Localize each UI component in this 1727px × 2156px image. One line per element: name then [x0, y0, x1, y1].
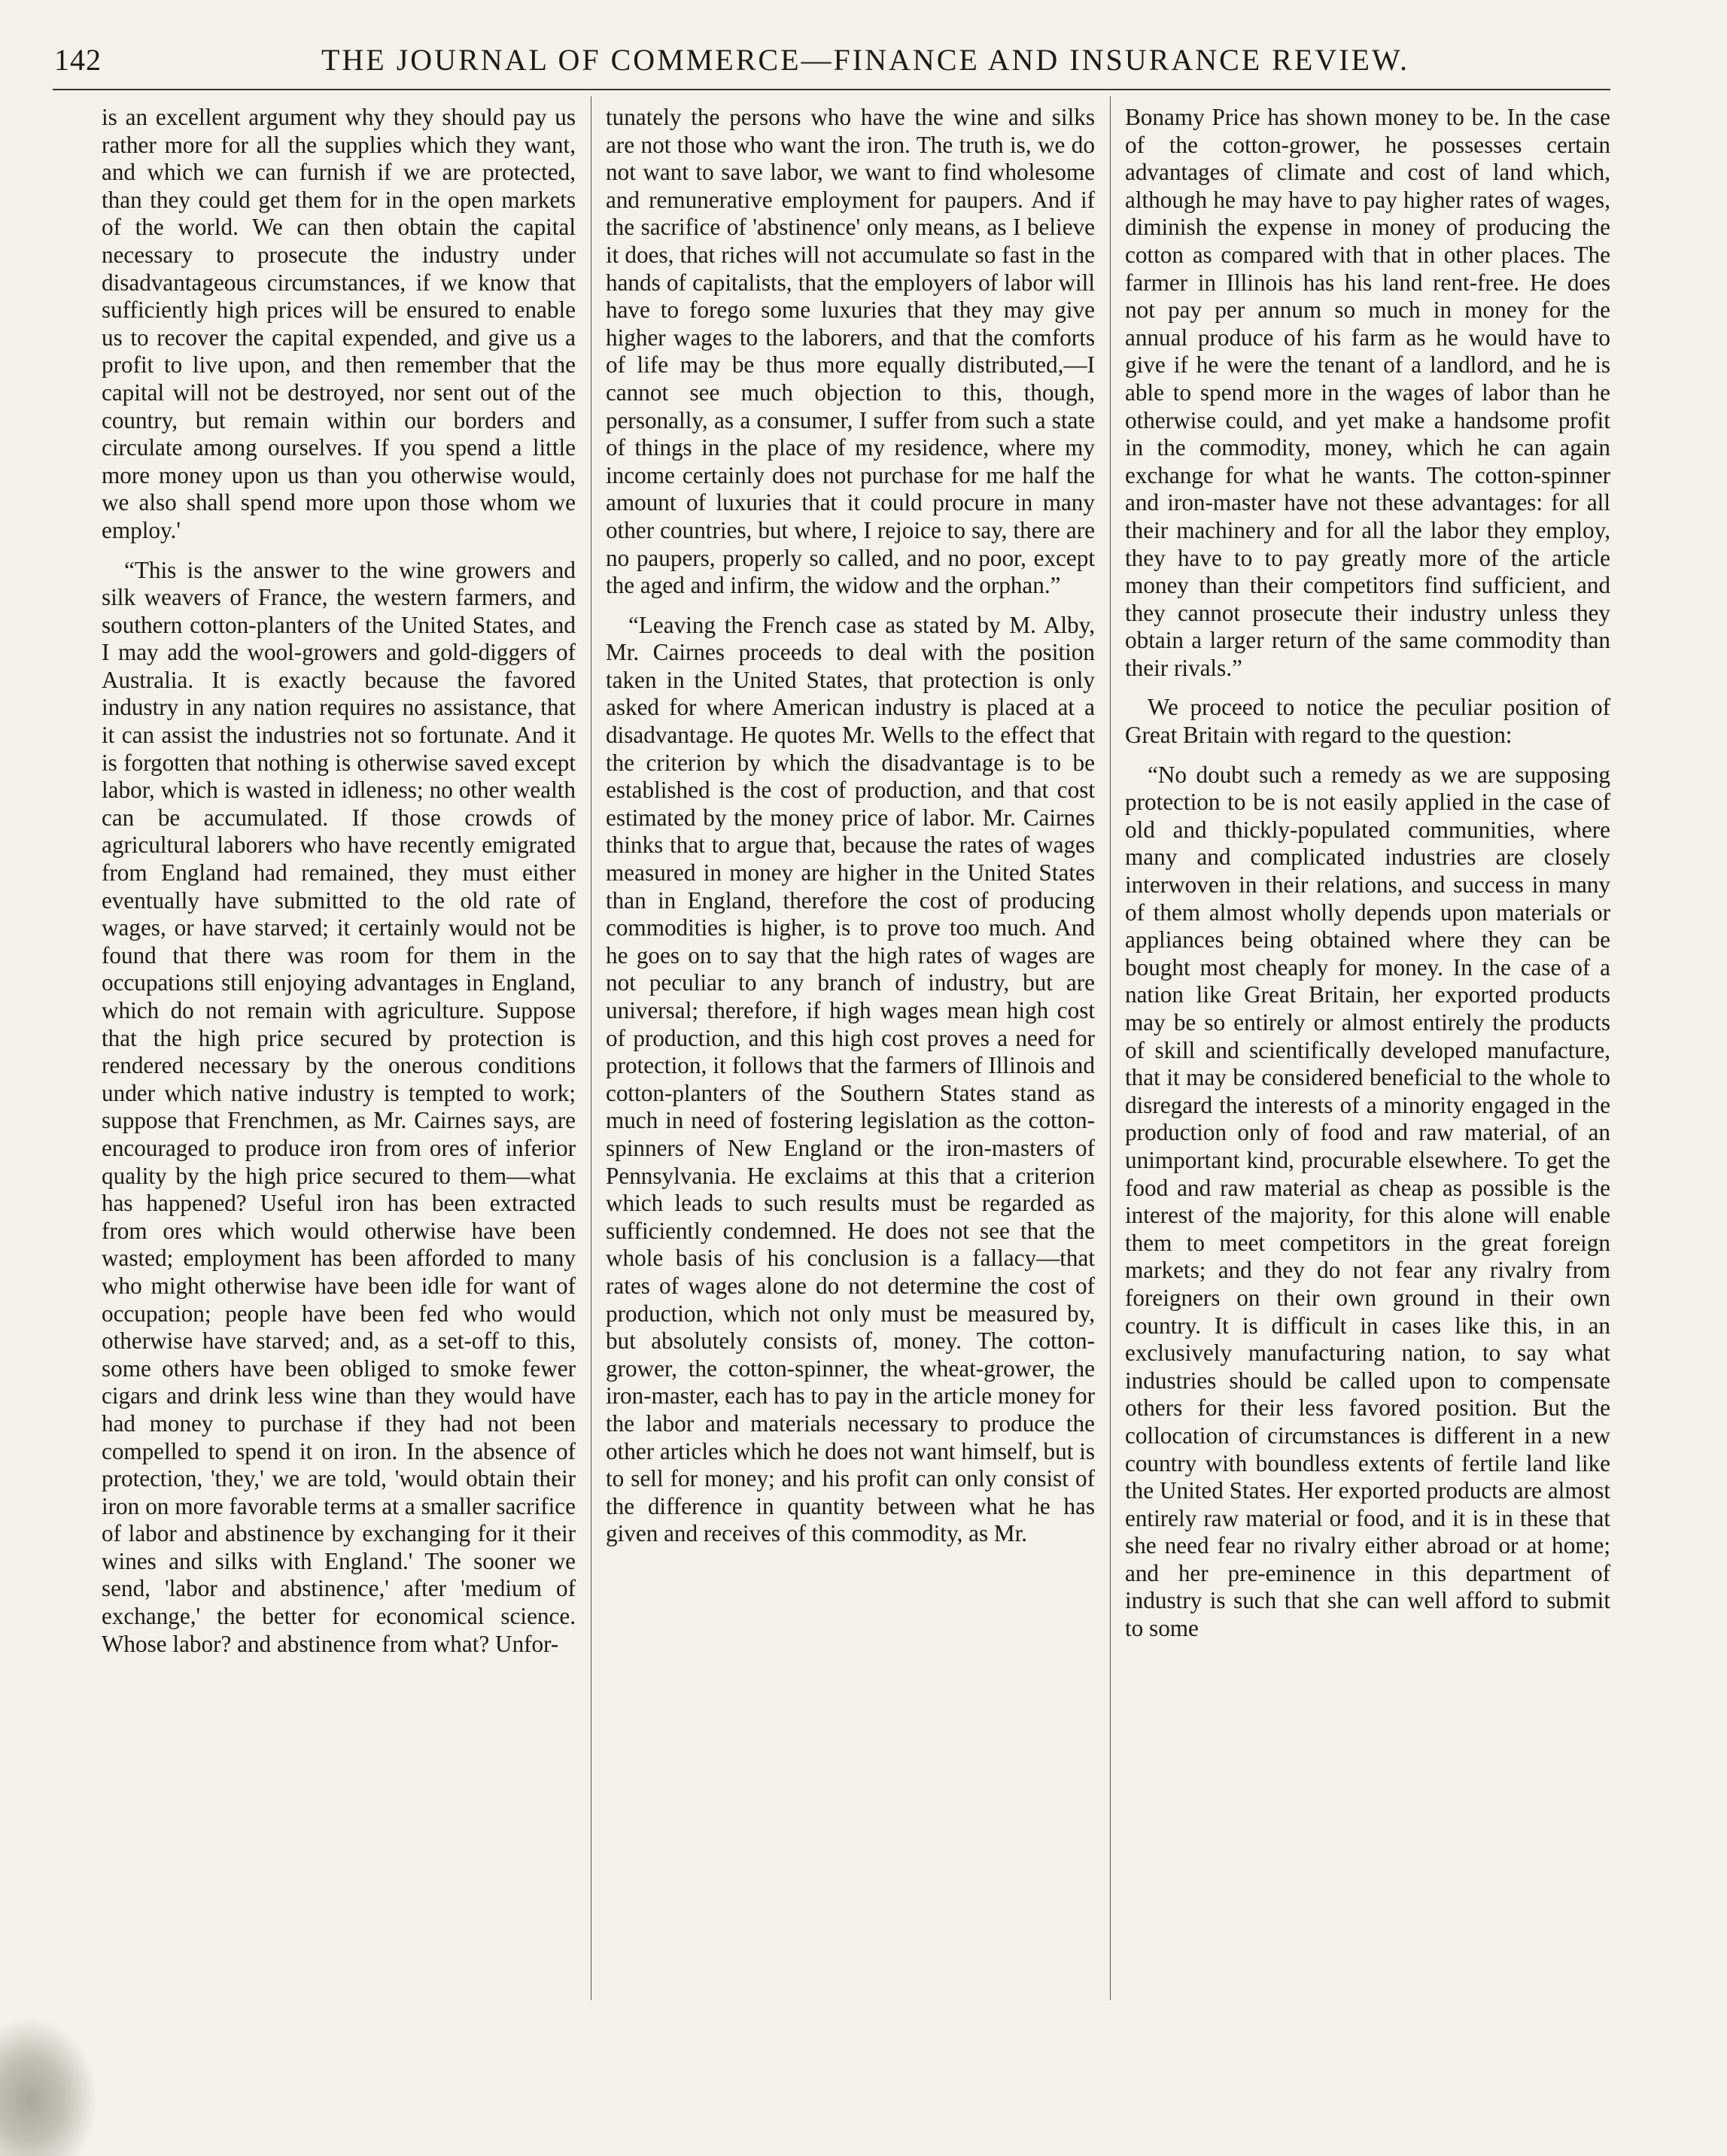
paragraph: We proceed to notice the peculiar position of Great Britain with regard to the question: [1125, 694, 1610, 749]
paragraph: is an excellent argument why they should pay us rather more for all the supplies which they want, and which we can furnish if we are protected, than they could get them for in the open markets of the world. We can then obtain the capital necessary to prosecute the industry under disadvantageous circumstances, if we know that sufficiently high prices will be ensured to enable us to recover the capital expended, and give us a profit to live upon, and then remember that the capital will not be destroyed, nor sent out of the country, but remain within our borders and circulate among ourselves. If you spend a little more money upon us than you otherwise would, we also shall spend more upon those whom we employ.' [102, 104, 576, 543]
header-rule [53, 89, 1610, 90]
page-number: 142 [54, 43, 102, 77]
page-stain [0, 2017, 98, 2156]
paragraph: “Leaving the French case as stated by M. Alby, Mr. Cairnes proceeds to deal with the position taken in the United States, that protection is only asked for where American industry is placed at a disadvantage. He quotes Mr. Wells to the effect that the criterion by which the disadvantage is to be established is the cost of production, and that cost estimated by the money price of labor. Mr. Cairnes thinks that to argue that, because the rates of wages measured in money are higher in the United States than in England, therefore the cost of producing commodities is higher, is to prove too much. And he goes on to say that the high rates of wages are not peculiar to any branch of industry, but are universal; therefore, if high wages mean high cost of production, and this high cost proves a need for protection, it follows that the farmers of Illinois and cotton-planters of the Southern States stand as much in need of fostering legislation as the cotton-spinners of New England or the iron-masters of Pennsylvania. He exclaims at this that a criterion which leads to such results must be regarded as sufficiently condemned. He does not see that the whole basis of his conclusion is a fallacy—that rates of wages alone do not determine the cost of production, which not only must be measured by, but absolutely consists of, money. The cotton-grower, the cotton-spinner, the wheat-grower, the iron-master, each has to pay in the article money for the labor and materials necessary to produce the other articles which he does not want himself, but is to sell for money; and his profit can only consist of the difference in quantity between what he has given and receives of this commodity, as Mr. [606, 611, 1095, 1547]
paragraph: Bonamy Price has shown money to be. In the case of the cotton-grower, he possesses certain advantages of climate and cost of land which, although he may have to pay higher rates of wages, diminish the expense in money of producing the cotton as compared with that in other places. The farmer in Illinois has his land rent-free. He does not pay per annum so much in money for the annual produce of his farm as he would have to give if he were the tenant of a landlord, and he is able to spend more in the wages of labor than he otherwise could, and yet make a handsome profit in the commodity, money, which he can again exchange for what he wants. The cotton-spinner and iron-master have not these advantages: for all their machinery and for all the labor they employ, they have to to pay greatly more of the article money than their competitors find sufficient, and they cannot prosecute their industry unless they obtain a larger return of the same commodity than their rivals.” [1125, 104, 1610, 681]
text-column-1 [102, 104, 576, 2000]
journal-title: THE JOURNAL OF COMMERCE—FINANCE AND INSURANCE REVIEW. [321, 43, 1410, 77]
paragraph: tunately the persons who have the wine and silks are not those who want the iron. The truth is, we do not want to save labor, we want to find wholesome and remunerative employment for paupers. And if the sacrifice of 'abstinence' only means, as I believe it does, that riches will not accumulate so fast in the hands of capitalists, that the employers of labor will have to forego some luxuries that they may give higher wages to the laborers, and that the comforts of life may be thus more equally distributed,—I cannot see much objection to this, though, personally, as a consumer, I suffer from such a state of things in the place of my residence, where my income certainly does not purchase for me half the amount of luxuries that it could procure in many other countries, but where, I rejoice to say, there are no paupers, properly so called, and no poor, except the aged and infirm, the widow and the orphan.” [606, 104, 1095, 599]
paragraph: “This is the answer to the wine growers and silk weavers of France, the western farmers, and southern cotton-planters of the United States, and I may add the wool-growers and gold-diggers of Australia. It is exactly because the favored industry in any nation requires no assistance, that it can assist the industries not so fortunate. And it is forgotten that nothing is otherwise saved except labor, which is wasted in idleness; no other wealth can be accumulated. If those crowds of agricultural laborers who have recently emigrated from England had remained, they must either eventually have submitted to the old rate of wages, or have starved; it certainly would not be found that there was room for them in the occupations still enjoying advantages in England, which do not remain with agriculture. Suppose that the high price secured by protection is rendered necessary by the onerous conditions under which native industry is tempted to work; suppose that Frenchmen, as Mr. Cairnes says, are encouraged to produce iron from ores of inferior quality by the high price secured to them—what has happened? Useful iron has been extracted from ores which would otherwise have been wasted; employment has been afforded to many who might otherwise have been idle for want of occupation; people have been fed who would otherwise have starved; and, as a set-off to this, some others have been obliged to smoke fewer cigars and drink less wine than they would have had money to purchase if they had not been compelled to spend it on iron. In the absence of protection, 'they,' we are told, 'would obtain their iron on more favorable terms at a smaller sacrifice of labor and abstinence by exchanging for it their wines and silks with England.' The sooner we send, 'labor and abstinence,' after 'medium of exchange,' the better for economical science. Whose labor? and abstinence from what? Unfor- [102, 556, 576, 1657]
page-header [45, 38, 1686, 83]
text-column-3 [1125, 104, 1610, 2000]
text-column-2 [606, 104, 1095, 2000]
column-divider [1110, 96, 1111, 2000]
paragraph: “No doubt such a remedy as we are supposing protection to be is not easily applied in the case of old and thickly-populated communities, where many and complicated industries are closely interwoven in their relations, and success in many of them almost wholly depends upon materials or appliances being obtained where they can be bought most cheaply for money. In the case of a nation like Great Britain, her exported products may be so entirely or almost entirely the products of skill and scientifically developed manufacture, that it may be considered beneficial to the whole to disregard the interests of a minority engaged in the production only of food and raw material, of an unimportant kind, procurable elsewhere. To get the food and raw material as cheap as possible is the interest of the majority, for this alone will enable them to meet competitors in the great foreign markets; and they do not fear any rivalry from foreigners on their own ground in their own country. It is difficult in cases like this, in an exclusively manufacturing nation, to say what industries should be called upon to compensate others for their less favored position. But the collocation of circumstances is different in a new country with boundless extents of fertile land like the United States. Her exported products are almost entirely raw material or food, and it is in these that she need fear no rivalry either abroad or at home; and her pre-eminence in this department of industry is such that she can well afford to submit to some [1125, 761, 1610, 1642]
